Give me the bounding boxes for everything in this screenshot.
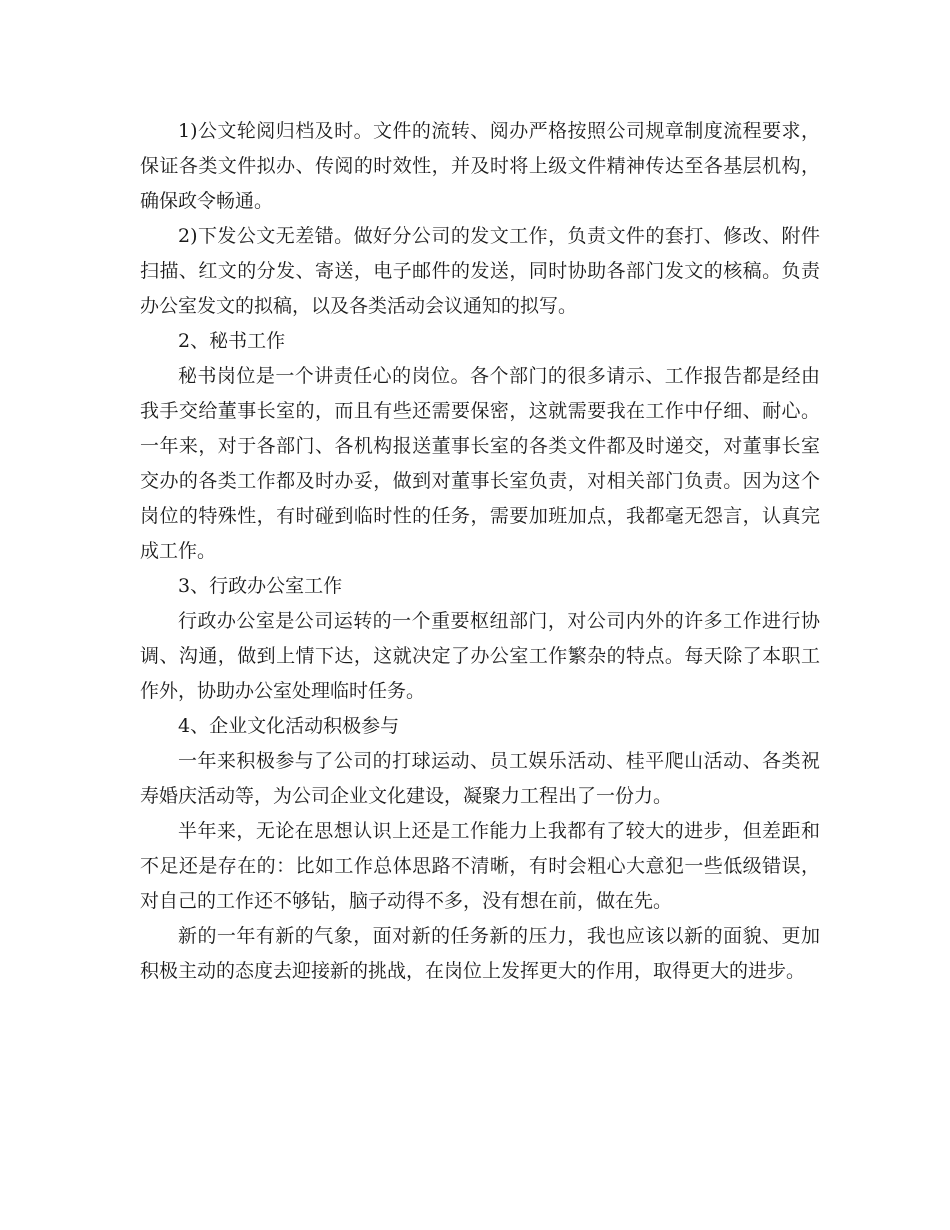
document-body	[140, 114, 820, 989]
section-heading-culture-activities: 4、企业文化活动积极参与	[178, 715, 400, 737]
paragraph-document-circulation: 1)公文轮阅归档及时。文件的流转、阅办严格按照公司规章制度流程要求，保证各类文件拟办、传阅的时效性，并及时将上级文件精神传达至各基层机构，确保政令畅通。	[140, 120, 820, 212]
paragraph-half-year-review: 半年来，无论在思想认识上还是工作能力上我都有了较大的进步，但差距和不足还是存在的：比如工作总体思路不清晰，有时会粗心大意犯一些低级错误，对自己的工作还不够钻，脑子动得不多，没有想在前，做在先。	[140, 820, 820, 912]
paragraph-secretary-work: 秘书岗位是一个讲责任心的岗位。各个部门的很多请示、工作报告都是经由我手交给董事长室的，而且有些还需要保密，这就需要我在工作中仔细、耐心。一年来，对于各部门、各机构报送董事长室的各类文件都及时递交，对董事长室交办的各类工作都及时办妥，做到对董事长室负责，对相关部门负责。因为这个岗位的特殊性，有时碰到临时性的任务，需要加班加点，我都毫无怨言，认真完成工作。	[140, 365, 820, 562]
paragraph-admin-office-work: 行政办公室是公司运转的一个重要枢纽部门，对公司内外的许多工作进行协调、沟通，做到上情下达，这就决定了办公室工作繁杂的特点。每天除了本职工作外，协助办公室处理临时任务。	[140, 610, 820, 702]
paragraph-culture-activities: 一年来积极参与了公司的打球运动、员工娱乐活动、桂平爬山活动、各类祝寿婚庆活动等，为公司企业文化建设，凝聚力工程出了一份力。	[140, 750, 820, 807]
section-heading-admin-office-work: 3、行政办公室工作	[178, 575, 343, 597]
paragraph-document-issuing: 2)下发公文无差错。做好分公司的发文工作，负责文件的套打、修改、附件扫描、红文的分发、寄送，电子邮件的发送，同时协助各部门发文的核稿。负责办公室发文的拟稿，以及各类活动会议通知的拟写。	[140, 225, 820, 317]
section-heading-secretary-work: 2、秘书工作	[178, 330, 286, 352]
paragraph-new-year-outlook: 新的一年有新的气象，面对新的任务新的压力，我也应该以新的面貌、更加积极主动的态度去迎接新的挑战，在岗位上发挥更大的作用，取得更大的进步。	[140, 925, 820, 982]
